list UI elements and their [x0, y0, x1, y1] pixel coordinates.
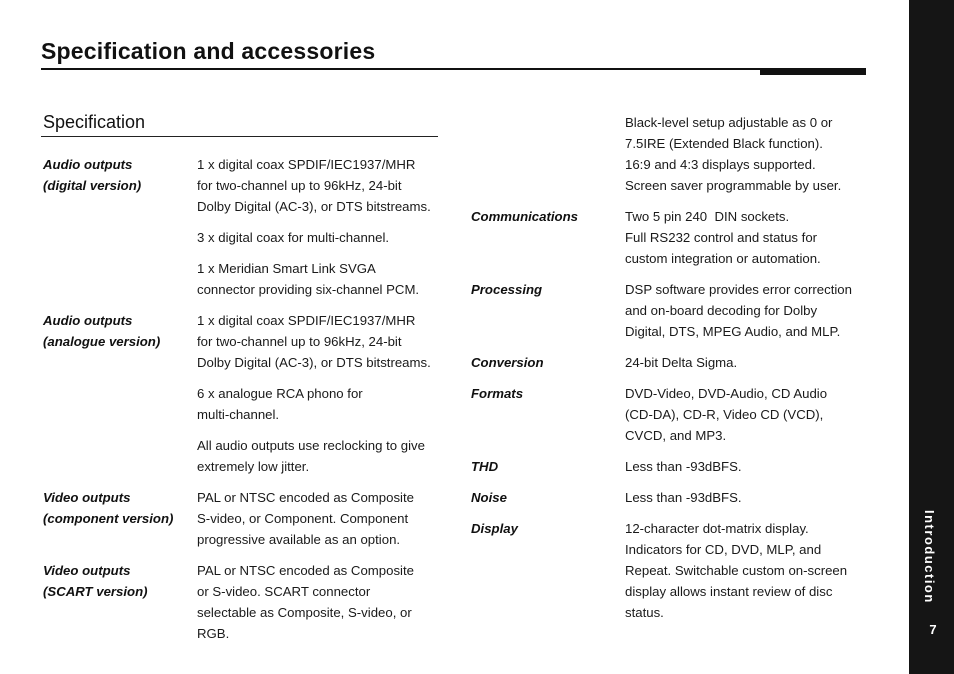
value-line: Two 5 pin 240 DIN sockets. [625, 209, 790, 224]
value-line: for two-channel up to 96kHz, 24-bit [197, 333, 402, 349]
label-line: Audio outputs [43, 157, 133, 172]
spec-value-video-scart [197, 561, 414, 645]
value-line: Dolby Digital (AC-3), or DTS bitstreams. [197, 198, 431, 214]
value-line: DSP software provides error correction [625, 282, 852, 297]
spec-label-conversion: Conversion [471, 355, 544, 370]
value-line: 3 x digital coax for multi-channel. [197, 230, 390, 245]
value-line: PAL or NTSC encoded as Composite [197, 563, 414, 578]
value-line: connector providing six-channel PCM. [197, 281, 420, 297]
spec-label-video-component [43, 488, 173, 530]
value-line: Digital, DTS, MPEG Audio, and MLP. [625, 323, 841, 339]
value-line: Full RS232 control and status for [625, 229, 818, 245]
value-line: PAL or NTSC encoded as Composite [197, 490, 414, 505]
value-line: selectable as Composite, S-video, or [197, 604, 412, 620]
spec-value-audio-digital-3 [197, 259, 419, 301]
label-line: (analogue version) [43, 333, 161, 349]
value-line: DVD-Video, DVD-Audio, CD Audio [625, 386, 828, 401]
side-tab-label: Introduction [922, 510, 937, 604]
spec-value-audio-analogue-2 [197, 384, 363, 426]
value-line: Dolby Digital (AC-3), or DTS bitstreams. [197, 354, 431, 370]
value-line: 12-character dot-matrix display. [625, 521, 809, 536]
spec-value-communications [625, 207, 821, 270]
spec-label-communications: Communications [471, 209, 578, 224]
value-line: extremely low jitter. [197, 458, 310, 474]
value-line: Less than -93dBFS. [625, 459, 742, 474]
label-line: (SCART version) [43, 583, 148, 599]
label-line: (digital version) [43, 177, 142, 193]
spec-label-thd: THD [471, 459, 499, 474]
value-line: Repeat. Switchable custom on-screen [625, 562, 848, 578]
label-line: Audio outputs [43, 313, 133, 328]
value-line: 1 x digital coax SPDIF/IEC1937/MHR [197, 313, 416, 328]
value-line: RGB. [197, 625, 230, 641]
value-line: Less than -93dBFS. [625, 490, 742, 505]
section-heading: Specification [43, 112, 146, 132]
spec-label-noise: Noise [471, 490, 507, 505]
title-rule [41, 68, 866, 70]
spec-value-display [625, 519, 847, 624]
section-rule [41, 136, 438, 137]
value-line: 1 x Meridian Smart Link SVGA [197, 261, 376, 276]
value-line: 1 x digital coax SPDIF/IEC1937/MHR [197, 157, 416, 172]
title-rule-accent [760, 68, 866, 75]
page-number: 7 [929, 622, 937, 637]
value-line: Indicators for CD, DVD, MLP, and [625, 541, 822, 557]
value-line: and on-board decoding for Dolby [625, 302, 818, 318]
spec-value-thd [625, 457, 742, 478]
spec-value-audio-analogue-3 [197, 436, 425, 478]
value-line: 16:9 and 4:3 displays supported. [625, 156, 816, 172]
spec-label-audio-analogue [43, 311, 160, 353]
spec-label-formats: Formats [471, 386, 524, 401]
value-line: for two-channel up to 96kHz, 24-bit [197, 177, 402, 193]
spec-value-video-continuation [625, 113, 841, 197]
value-line: Black-level setup adjustable as 0 or [625, 115, 833, 130]
spec-value-processing [625, 280, 852, 343]
value-line: 6 x analogue RCA phono for [197, 386, 363, 401]
spec-value-audio-digital-1 [197, 155, 431, 218]
value-line: 7.5IRE (Extended Black function). [625, 135, 823, 151]
value-line: status. [625, 604, 664, 620]
value-line: All audio outputs use reclocking to give [197, 438, 425, 453]
value-line: Screen saver programmable by user. [625, 177, 842, 193]
value-line: 24-bit Delta Sigma. [625, 355, 738, 370]
value-line: progressive available as an option. [197, 531, 401, 547]
spec-value-conversion [625, 353, 737, 374]
spec-value-video-component [197, 488, 414, 551]
spec-label-processing: Processing [471, 282, 543, 297]
value-line: or S-video. SCART connector [197, 583, 371, 599]
spec-label-audio-digital [43, 155, 141, 197]
value-line: custom integration or automation. [625, 250, 821, 266]
value-line: display allows instant review of disc [625, 583, 833, 599]
spec-value-audio-analogue-1 [197, 311, 431, 374]
spec-value-audio-digital-2 [197, 228, 389, 249]
label-line: (component version) [43, 510, 174, 526]
spec-value-formats [625, 384, 827, 447]
label-line: Video outputs [43, 490, 131, 505]
spec-label-display: Display [471, 521, 518, 536]
spec-value-noise [625, 488, 742, 509]
page-title: Specification and accessories [41, 38, 376, 64]
value-line: multi-channel. [197, 406, 280, 422]
value-line: CVCD, and MP3. [625, 427, 727, 443]
value-line: (CD-DA), CD-R, Video CD (VCD), [625, 406, 824, 422]
spec-label-video-scart [43, 561, 148, 603]
value-line: S-video, or Component. Component [197, 510, 409, 526]
label-line: Video outputs [43, 563, 131, 578]
